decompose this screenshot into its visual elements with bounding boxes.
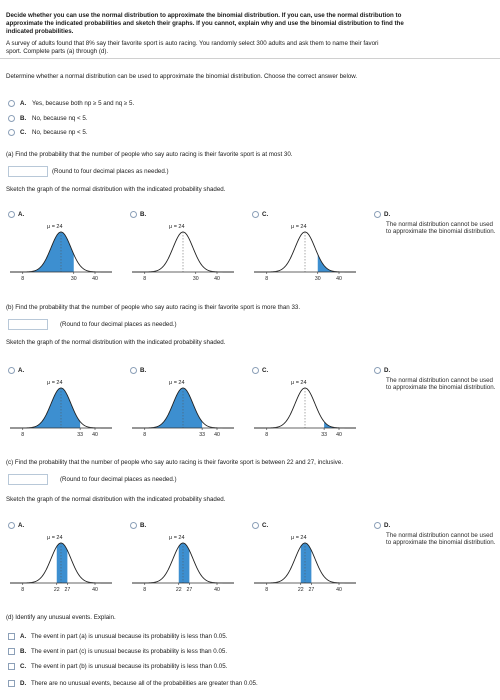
part-a-sketch-prompt: Sketch the graph of the normal distribution with the indicated probability shaded. <box>6 186 226 193</box>
part-c-graph-b <box>130 533 238 598</box>
normal-curve-graph <box>8 533 116 595</box>
part-b-round-note: (Round to four decimal places as needed.) <box>60 321 177 328</box>
normal-curve-graph <box>130 378 238 440</box>
part-b-graph-b-radio[interactable] <box>130 367 137 374</box>
part-b-graph-b-letter: B. <box>140 367 147 374</box>
tick-label: 40 <box>336 276 342 282</box>
tick-label: 30 <box>192 276 199 282</box>
part-a-question: (a) Find the probability that the number of people who say auto racing is their favorite sport is at most 30. <box>6 151 293 158</box>
divider <box>0 58 500 59</box>
part-d-option-b-text: The event in part (c) is unusual because its probability is less than 0.05. <box>31 648 228 655</box>
part-c-round-note: (Round to four decimal places as needed.) <box>60 476 177 483</box>
tick-label: 8 <box>143 276 147 282</box>
scenario-line-1: A survey of adults found that 8% say their favorite sport is auto racing. You randomly select 300 adults and ask them to name their favori <box>6 40 379 47</box>
determine-prompt: Determine whether a normal distribution can be used to approximate the binomial distribution. Choose the correct answer below. <box>6 73 358 80</box>
tick-label: 33 <box>199 432 206 438</box>
mean-label: μ = 24 <box>291 535 307 541</box>
part-b-graph-a <box>8 378 116 443</box>
part-c-sketch-prompt: Sketch the graph of the normal distribution with the indicated probability shaded. <box>6 496 226 503</box>
shaded-region <box>179 543 190 583</box>
normal-curve-graph <box>8 378 116 440</box>
part-a-round-note: (Round to four decimal places as needed.) <box>52 168 169 175</box>
tick-label: 40 <box>92 432 98 438</box>
tick-label: 22 <box>175 587 182 593</box>
determine-option-a-letter: A. <box>20 100 27 107</box>
shaded-region <box>318 254 356 272</box>
part-c-answer-input[interactable] <box>8 474 48 485</box>
normal-curve-graph <box>252 378 360 440</box>
part-b-graph-b <box>130 378 238 443</box>
intro-line-1: Decide whether you can use the normal distribution to approximate the binomial distribution. If you can, use the normal distribution to <box>6 12 402 19</box>
normal-curve-graph <box>8 222 116 284</box>
normal-curve-graph <box>252 222 360 284</box>
part-b-answer-input[interactable] <box>8 319 48 330</box>
part-c-question: (c) Find the probability that the number of people who say auto racing is their favorite sport is between 22 and 27, inclusive. <box>6 459 344 466</box>
part-a-graph-c-letter: C. <box>262 211 269 218</box>
part-d-option-d-checkbox[interactable] <box>8 680 15 687</box>
part-d-option-c-letter: C. <box>20 663 27 670</box>
tick-label: 30 <box>70 276 77 282</box>
mean-label: μ = 24 <box>47 535 63 541</box>
part-a-graph-c <box>252 222 360 287</box>
part-c-graph-c-radio[interactable] <box>252 522 259 529</box>
mean-label: μ = 24 <box>169 380 185 386</box>
part-d-option-c-text: The event in part (b) is unusual because its probability is less than 0.05. <box>31 663 228 670</box>
part-b-option-d-letter: D. <box>384 367 391 374</box>
determine-option-c-radio[interactable] <box>8 129 15 136</box>
part-d-option-b-letter: B. <box>20 648 27 655</box>
part-d-option-b-checkbox[interactable] <box>8 648 15 655</box>
tick-label: 8 <box>265 587 269 593</box>
mean-label: μ = 24 <box>169 224 185 230</box>
determine-option-b-text: No, because nq < 5. <box>32 115 88 122</box>
part-d-option-a-text: The event in part (a) is unusual because its probability is less than 0.05. <box>31 633 228 640</box>
part-a-graph-b <box>130 222 238 287</box>
part-a-graph-a-letter: A. <box>18 211 25 218</box>
determine-option-c-text: No, because np < 5. <box>32 129 88 136</box>
tick-label: 40 <box>336 587 342 593</box>
determine-option-a-radio[interactable] <box>8 100 15 107</box>
normal-curve-graph <box>130 533 238 595</box>
tick-label: 40 <box>92 276 98 282</box>
tick-label: 8 <box>21 587 25 593</box>
tick-label: 40 <box>214 276 220 282</box>
determine-option-c-letter: C. <box>20 129 27 136</box>
part-a-graph-b-radio[interactable] <box>130 211 137 218</box>
mean-label: μ = 24 <box>291 224 307 230</box>
scenario-line-2: sport. Complete parts (a) through (d). <box>6 48 109 55</box>
part-c-graph-c-letter: C. <box>262 522 269 529</box>
tick-label: 40 <box>336 432 342 438</box>
part-c-graph-a-letter: A. <box>18 522 25 529</box>
part-d-option-a-checkbox[interactable] <box>8 633 15 640</box>
part-c-option-d-text: The normal distribution cannot be used to approximate the binomial distribution. <box>386 532 496 547</box>
tick-label: 33 <box>77 432 84 438</box>
part-a-option-d-letter: D. <box>384 211 391 218</box>
part-b-graph-a-letter: A. <box>18 367 25 374</box>
determine-option-a-text: Yes, because both np ≥ 5 and nq ≥ 5. <box>32 100 135 107</box>
tick-label: 27 <box>308 587 315 593</box>
normal-curve-graph <box>130 222 238 284</box>
part-d-option-a-letter: A. <box>20 633 27 640</box>
tick-label: 27 <box>186 587 193 593</box>
shaded-region <box>324 422 356 428</box>
tick-label: 8 <box>21 432 25 438</box>
mean-label: μ = 24 <box>291 380 307 386</box>
shaded-region <box>132 388 202 428</box>
part-b-graph-c-radio[interactable] <box>252 367 259 374</box>
tick-label: 40 <box>214 432 220 438</box>
tick-label: 40 <box>214 587 220 593</box>
part-d-option-d-letter: D. <box>20 680 27 687</box>
mean-label: μ = 24 <box>47 224 63 230</box>
part-c-graph-c <box>252 533 360 598</box>
tick-label: 40 <box>92 587 98 593</box>
part-c-graph-a <box>8 533 116 598</box>
shaded-region <box>301 543 312 583</box>
shaded-region <box>10 388 80 428</box>
part-a-graph-c-radio[interactable] <box>252 211 259 218</box>
intro-line-2: approximate the indicated probabilities and sketch their graphs. If you cannot, explain why and use the binomial distribution to find the <box>6 20 404 27</box>
normal-curve-graph <box>252 533 360 595</box>
part-b-graph-a-radio[interactable] <box>8 367 15 374</box>
part-a-option-d-text: The normal distribution cannot be used to approximate the binomial distribution. <box>386 221 496 236</box>
mean-label: μ = 24 <box>169 535 185 541</box>
determine-option-b-letter: B. <box>20 115 27 122</box>
part-a-graph-b-letter: B. <box>140 211 147 218</box>
mean-label: μ = 24 <box>47 380 63 386</box>
tick-label: 30 <box>314 276 321 282</box>
tick-label: 8 <box>265 432 269 438</box>
tick-label: 8 <box>265 276 269 282</box>
shaded-region <box>57 543 68 583</box>
tick-label: 22 <box>297 587 304 593</box>
part-b-sketch-prompt: Sketch the graph of the normal distribution with the indicated probability shaded. <box>6 339 226 346</box>
part-b-graph-c <box>252 378 360 443</box>
part-d-option-d-text: There are no unusual events, because all of the probabilities are greater than 0.05. <box>31 680 258 687</box>
part-a-option-d-radio[interactable] <box>374 211 381 218</box>
part-b-graph-c-letter: C. <box>262 367 269 374</box>
part-c-option-d-letter: D. <box>384 522 391 529</box>
part-b-option-d-radio[interactable] <box>374 367 381 374</box>
tick-label: 8 <box>21 276 25 282</box>
part-c-option-d-radio[interactable] <box>374 522 381 529</box>
determine-option-b-radio[interactable] <box>8 115 15 122</box>
tick-label: 22 <box>53 587 60 593</box>
part-c-graph-b-radio[interactable] <box>130 522 137 529</box>
part-a-graph-a <box>8 222 116 287</box>
tick-label: 8 <box>143 587 147 593</box>
part-b-question: (b) Find the probability that the number of people who say auto racing is their favorite sport is more than 33. <box>6 304 301 311</box>
part-d-question: (d) Identify any unusual events. Explain. <box>6 614 116 621</box>
tick-label: 33 <box>321 432 328 438</box>
part-b-option-d-text: The normal distribution cannot be used to approximate the binomial distribution. <box>386 377 496 392</box>
part-c-graph-a-radio[interactable] <box>8 522 15 529</box>
part-a-graph-a-radio[interactable] <box>8 211 15 218</box>
tick-label: 8 <box>143 432 147 438</box>
part-d-option-c-checkbox[interactable] <box>8 663 15 670</box>
part-c-graph-b-letter: B. <box>140 522 147 529</box>
tick-label: 27 <box>64 587 71 593</box>
intro-line-3: indicated probabilities. <box>6 28 74 35</box>
part-a-answer-input[interactable] <box>8 166 48 177</box>
